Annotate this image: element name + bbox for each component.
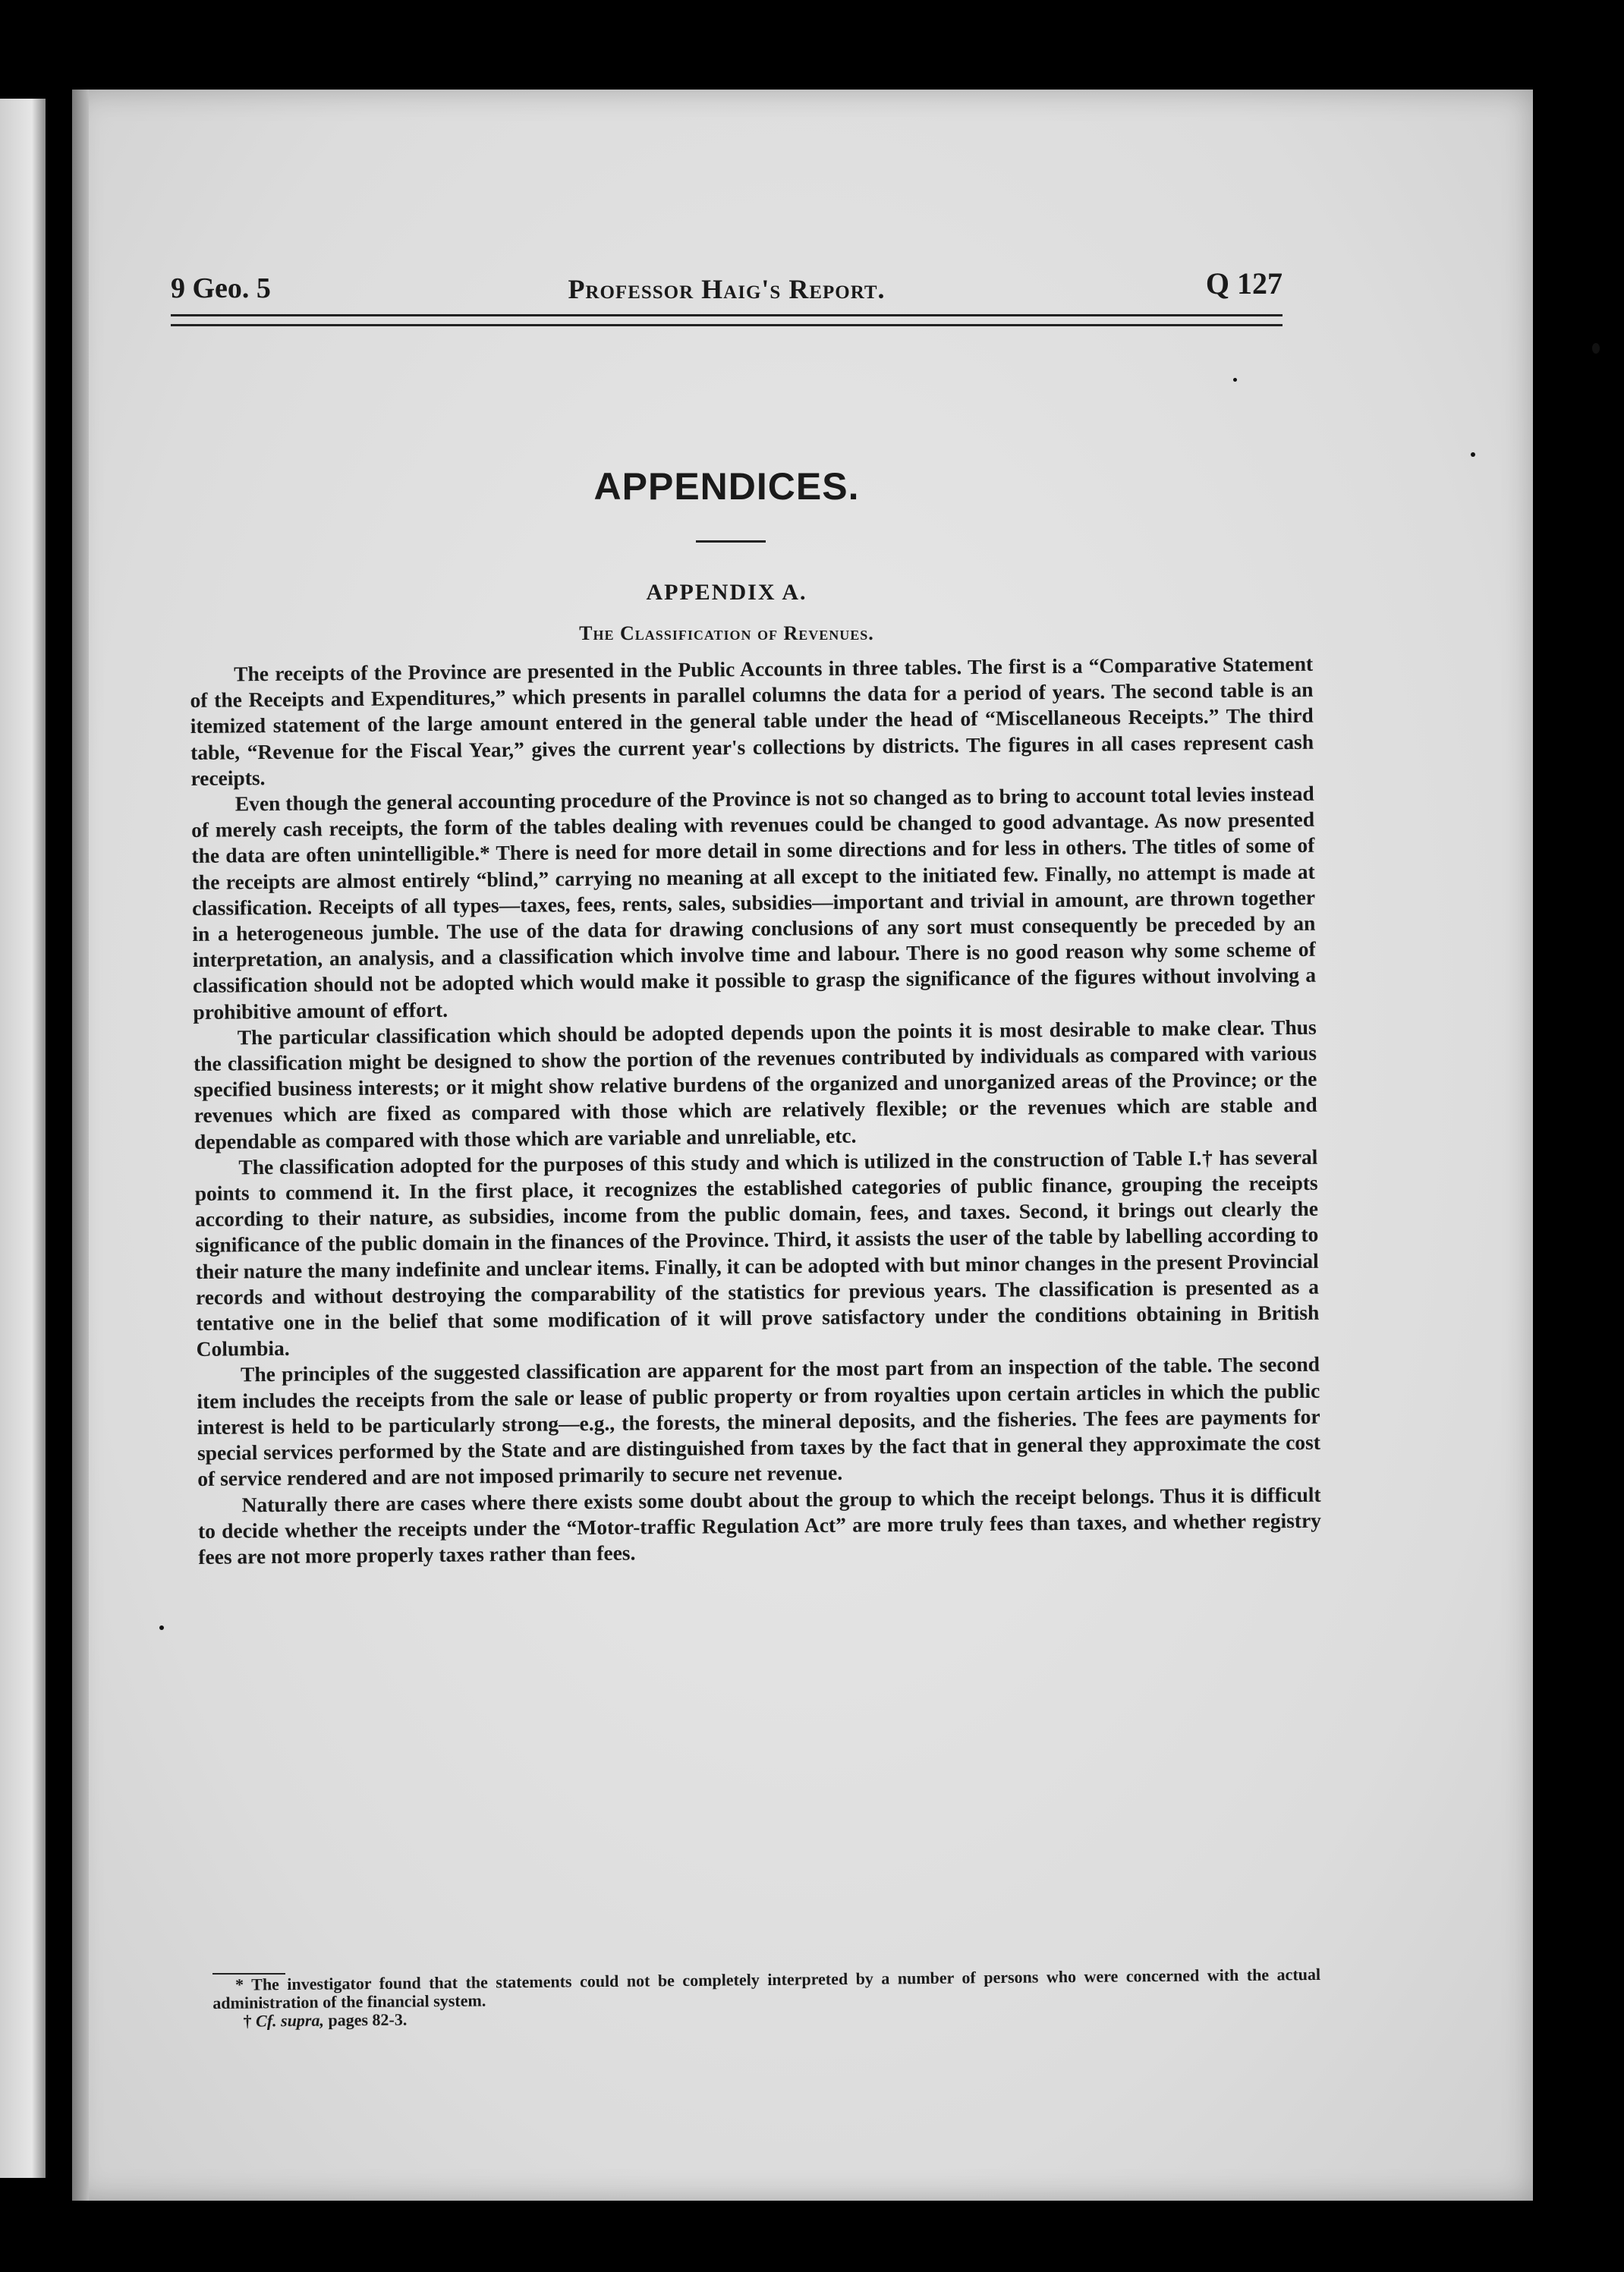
footnote-2-pages: pages 82-3.: [323, 2009, 408, 2030]
running-head: [171, 266, 1283, 304]
scan-speck: [1471, 452, 1475, 457]
footnotes: [212, 1965, 1321, 2031]
scan-speck: [1592, 343, 1600, 354]
scan-speck: [1233, 378, 1237, 382]
body-text: [190, 651, 1321, 1570]
footnote-1: * The investigator found that the statements could not be completely interpreted by a number of persons who were concerned with the actual administration of the financial system.: [212, 1964, 1321, 2012]
footnote-2-marker: †: [243, 2011, 257, 2031]
paragraph-3: The particular classification which should be adopted depends upon the points it is most desirable to make clear. Thus the classification might be designed to show the portion of the revenues contributed by individuals as compared with various specified business interests; or it might show relative burdens of the organized and unorganized areas of the Province; or the revenues which are fixed as compared with those which are relatively flexible; or the revenues which are stable and dependable as compared with those which are variable and unreliable, etc.: [193, 1015, 1317, 1153]
footnote-2-citation: Cf. supra,: [255, 2010, 325, 2031]
paragraph-4: The classification adopted for the purposes of this study and which is utilized in the construction of Table I.† has several points to commend it. In the first place, it recognizes the established categories of public finance, grouping the receipts according to their nature, as subsidies, income from the public domain, fees, and taxes. Second, it brings out clearly the significance of the public domain in the finances of the Province. Third, it assists the user of the table by labelling according to their nature the many indefinite and unclear items. Finally, it can be adopted with but minor changes in the present Provincial records and without destroying the comparability of the statistics for previous years. The classification is presented as a tentative one in the belief that some modification of it will prove satisfactory under the conditions obtaining in British Columbia.: [194, 1144, 1320, 1361]
section-heading: The Classification of Revenues.: [579, 622, 874, 644]
title-divider: [696, 540, 766, 543]
page-spine-shadow: [72, 90, 89, 2201]
paragraph-6: Naturally there are cases where there exists some doubt about the group to which the receipt belongs. Thus it is difficult to decide whether the receipts under the “Motor-traffic Regulation Act” are more truly fees than taxes, and whether registry fees are not more properly taxes rather than fees.: [197, 1482, 1322, 1569]
page-title: APPENDICES.: [593, 465, 860, 508]
header-double-rule: [171, 314, 1283, 326]
paragraph-5: The principles of the suggested classification are apparent for the most part from an inspection of the table. The second item includes the receipts from the sale or lease of public property or from royalties upon certain articles in which the public interest is held to be particularly strong—e.g., the forests, the mineral deposits, and the fisheries. The fees are payments for special services performed by the State and are distinguished from taxes by the fact that in general they approximate the cost of service rendered and are not imposed primarily to secure net revenue.: [197, 1352, 1321, 1491]
page-number: Q 127: [1205, 266, 1283, 301]
paragraph-1: The receipts of the Province are presented in the Public Accounts in three tables. The first is a “Comparative Statement of the Receipts and Expenditures,” which presents in parallel columns the data for a period of years. The second table is an itemized statement of the large amount entered in the general table under the head of “Miscellaneous Receipts.” The third table, “Revenue for the Fiscal Year,” gives the current year's collections by districts. The figures in all cases represent cash receipts.: [190, 651, 1314, 790]
session-label: 9 Geo. 5: [171, 272, 271, 304]
scan-speck: [159, 1625, 164, 1630]
facing-page-edge: [0, 99, 46, 2178]
report-title: Professor Haig's Report.: [568, 274, 886, 304]
appendix-heading: APPENDIX A.: [646, 580, 807, 605]
paragraph-2: Even though the general accounting procedure of the Province is not so changed as to bring to account total levies instead of merely cash receipts, the form of the tables dealing with revenues could be changed to good advantage. As now presented the data are often unintelligible.* There is need for more detail in some directions and for less in others. The titles of some of the receipts are almost entirely “blind,” carrying no meaning at all except to the initiated few. Finally, no attempt is made at classification. Receipts of all types—taxes, fees, rents, sales, subsidies—important and trivial in amount, are thrown together in a heterogeneous jumble. The use of the data for drawing conclusions of any sort must consequently be preceded by an interpretation, an analysis, and a classification which involve time and labour. There is no good reason why some scheme of classification should not be adopted which would make it possible to grasp the significance of the figures without involving a prohibitive amount of effort.: [190, 781, 1317, 1024]
